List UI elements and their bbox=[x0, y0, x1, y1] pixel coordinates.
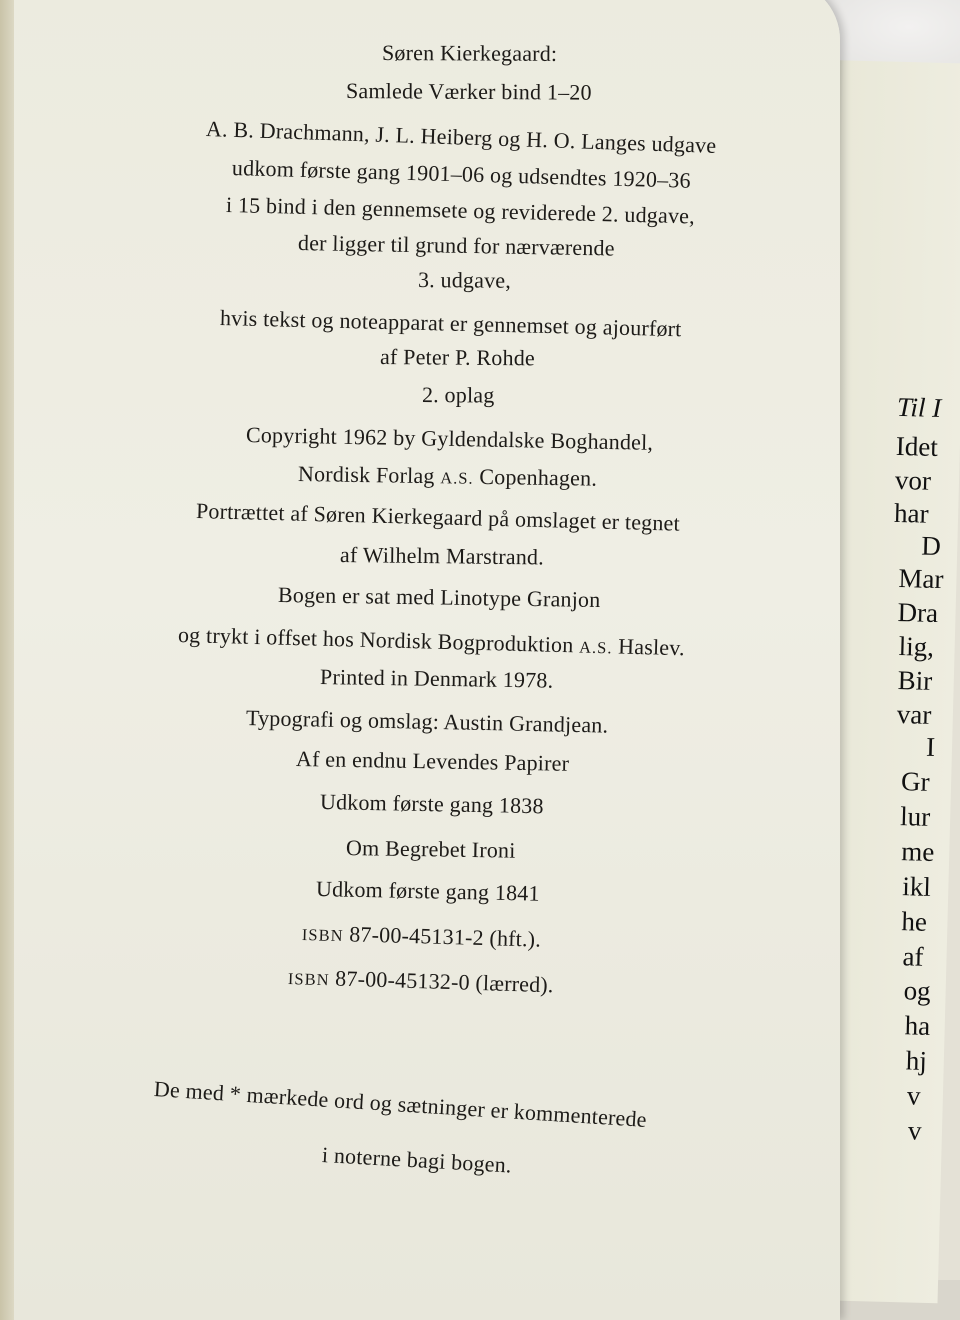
facing-page-line: ikl bbox=[902, 871, 932, 902]
isbn-cloth: 87-00-45132-0 (lærred). bbox=[334, 965, 555, 998]
isbn-cloth-line bbox=[288, 964, 554, 998]
facing-page-line: Mar bbox=[898, 562, 944, 595]
publication-history-line: udkom første gang 1901–06 og udsendtes 1920–36 bbox=[231, 155, 692, 193]
printer-line bbox=[178, 622, 685, 661]
annotation-note-line: De med * mærkede ord og sætninger er kommenterede bbox=[153, 1076, 648, 1132]
facing-page-line: Bir bbox=[897, 664, 933, 696]
printer-city: Haslev. bbox=[617, 633, 686, 661]
publisher-city: Copenhagen. bbox=[479, 463, 598, 491]
facing-page-line: v bbox=[907, 1115, 922, 1146]
reviser-line: af Peter P. Rohde bbox=[379, 344, 536, 371]
facing-page-line: og bbox=[903, 975, 932, 1006]
publisher-name: Nordisk Forlag bbox=[297, 461, 435, 489]
work-first-published-line: Udkom første gang 1841 bbox=[315, 876, 540, 906]
facing-page-line: lig, bbox=[898, 631, 935, 662]
facing-page-line: lur bbox=[899, 801, 931, 832]
editors-line: A. B. Drachmann, J. L. Heiberg og H. O. Langes udgave bbox=[205, 116, 717, 158]
facing-page-line: hj bbox=[905, 1045, 928, 1076]
facing-page-line: af bbox=[902, 941, 924, 972]
facing-page-line: var bbox=[896, 698, 932, 730]
annotation-note-line: i noterne bagi bogen. bbox=[321, 1142, 513, 1178]
facing-page-line: har bbox=[893, 497, 930, 529]
company-suffix: A.S. bbox=[578, 637, 613, 658]
printing-line: 2. oplag bbox=[421, 382, 495, 408]
isbn-paperback: 87-00-45131-2 (hft.). bbox=[348, 921, 542, 952]
copyright-line: Copyright 1962 by Gyldendalske Boghandel, bbox=[245, 422, 654, 455]
collected-works-line: Samlede Værker bind 1–20 bbox=[345, 78, 592, 105]
revision-line: hvis tekst og noteapparat er gennemset og ajourført bbox=[219, 305, 682, 342]
typeset-line: Bogen er sat med Linotype Granjon bbox=[277, 582, 601, 613]
facing-page-line: Idet bbox=[895, 430, 939, 462]
work-first-published-line: Udkom første gang 1838 bbox=[319, 789, 544, 819]
portrait-credit-line: Portrættet af Søren Kierkegaard på omslaget er tegnet bbox=[195, 498, 681, 536]
author-line: Søren Kierkegaard: bbox=[381, 40, 558, 66]
printed-in-line: Printed in Denmark 1978. bbox=[319, 664, 554, 693]
facing-page-line: vor bbox=[894, 464, 932, 496]
edition-basis-line: der ligger til grund for nærværende bbox=[297, 230, 615, 261]
work-title-line: Om Begrebet Ironi bbox=[345, 835, 516, 863]
isbn-paperback-line bbox=[302, 920, 542, 953]
work-title-line: Af en endnu Levendes Papirer bbox=[295, 746, 570, 776]
isbn-label: ISBN bbox=[287, 969, 330, 990]
third-edition-line: 3. udgave, bbox=[417, 267, 512, 293]
printer-name: og trykt i offset hos Nordisk Bogproduktion bbox=[177, 622, 574, 658]
typography-line: Typografi og omslag: Austin Grandjean. bbox=[245, 705, 609, 738]
facing-page-line: he bbox=[901, 906, 928, 937]
artist-line: af Wilhelm Marstrand. bbox=[339, 542, 545, 570]
facing-page-line: D bbox=[920, 530, 942, 562]
facing-page-line: v bbox=[906, 1080, 921, 1111]
facing-page-line: ha bbox=[904, 1010, 931, 1041]
isbn-label: ISBN bbox=[301, 925, 344, 946]
facing-page-line: Gr bbox=[900, 766, 931, 797]
facing-page-line: me bbox=[900, 836, 935, 867]
publisher-line bbox=[298, 461, 597, 492]
facing-page-line: Dra bbox=[897, 596, 939, 629]
facing-page-line: I bbox=[925, 731, 936, 762]
edition-line: i 15 bind i den gennemsete og reviderede 2. udgave, bbox=[225, 192, 696, 229]
company-suffix: A.S. bbox=[440, 468, 474, 488]
facing-page-heading: Til I bbox=[896, 391, 942, 424]
